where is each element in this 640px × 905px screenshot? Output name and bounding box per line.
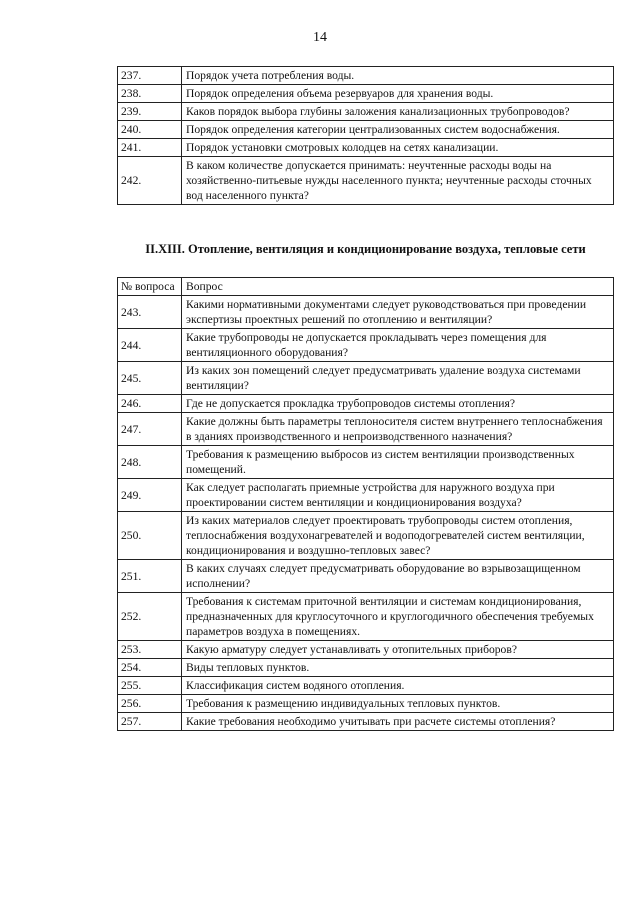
question-text: Какими нормативными документами следует руководствоваться при проведении экспертизы проектных решений по отоплению и вентиляции?: [182, 296, 614, 329]
question-text: Где не допускается прокладка трубопроводов системы отопления?: [182, 395, 614, 413]
question-text: Требования к размещению индивидуальных тепловых пунктов.: [182, 695, 614, 713]
question-number: 245.: [118, 362, 182, 395]
table-row: [118, 362, 614, 395]
question-text: Какую арматуру следует устанавливать у отопительных приборов?: [182, 641, 614, 659]
header-number: № вопроса: [118, 278, 182, 296]
question-number: 239.: [118, 103, 182, 121]
table-row: [118, 395, 614, 413]
table-row: [118, 157, 614, 205]
question-text: Порядок определения категории централизованных систем водоснабжения.: [182, 121, 614, 139]
question-number: 248.: [118, 446, 182, 479]
question-number: 250.: [118, 512, 182, 560]
question-number: 253.: [118, 641, 182, 659]
question-number: 251.: [118, 560, 182, 593]
table-row: [118, 446, 614, 479]
question-number: 243.: [118, 296, 182, 329]
question-text: Порядок определения объема резервуаров для хранения воды.: [182, 85, 614, 103]
question-text: Требования к размещению выбросов из систем вентиляции производственных помещений.: [182, 446, 614, 479]
table-row: [118, 329, 614, 362]
question-text: Какие должны быть параметры теплоносителя систем внутреннего теплоснабжения в зданиях производственного и непроизводственного назначения?: [182, 413, 614, 446]
question-number: 249.: [118, 479, 182, 512]
question-number: 246.: [118, 395, 182, 413]
table-row: [118, 677, 614, 695]
table-row: [118, 413, 614, 446]
question-number: 254.: [118, 659, 182, 677]
table-row: [118, 659, 614, 677]
question-number: 241.: [118, 139, 182, 157]
page-number: 14: [313, 30, 327, 45]
question-number: 252.: [118, 593, 182, 641]
question-number: 242.: [118, 157, 182, 205]
question-text: Как следует располагать приемные устройства для наружного воздуха при проектировании систем вентиляции и кондиционирования воздуха?: [182, 479, 614, 512]
question-number: 240.: [118, 121, 182, 139]
question-number: 244.: [118, 329, 182, 362]
question-number: 257.: [118, 713, 182, 731]
question-text: Какие требования необходимо учитывать при расчете системы отопления?: [182, 713, 614, 731]
question-text: Порядок учета потребления воды.: [182, 67, 614, 85]
table-row: [118, 139, 614, 157]
table-row: [118, 713, 614, 731]
table-row: [118, 296, 614, 329]
question-text: Из каких зон помещений следует предусматривать удаление воздуха системами вентиляции?: [182, 362, 614, 395]
question-number: 247.: [118, 413, 182, 446]
header-question: Вопрос: [182, 278, 614, 296]
table-row: [118, 103, 614, 121]
table-row: [118, 641, 614, 659]
question-number: 238.: [118, 85, 182, 103]
table-row: [118, 695, 614, 713]
question-text: Порядок установки смотровых колодцев на сетях канализации.: [182, 139, 614, 157]
table-row: [118, 85, 614, 103]
table-row: [118, 67, 614, 85]
question-text: Классификация систем водяного отопления.: [182, 677, 614, 695]
question-text: Какие трубопроводы не допускается прокладывать через помещения для вентиляционного оборудования?: [182, 329, 614, 362]
table-header-row: [118, 278, 614, 296]
question-text: Каков порядок выбора глубины заложения канализационных трубопроводов?: [182, 103, 614, 121]
question-text: В каком количестве допускается принимать: неучтенные расходы воды на хозяйственно-питьевые нужды населенного пункта; неучтенные расходы сточных вод населенного пункта?: [182, 157, 614, 205]
questions-table-heating: [117, 277, 614, 731]
question-text: В каких случаях следует предусматривать оборудование во взрывозащищенном исполнении?: [182, 560, 614, 593]
table-row: [118, 512, 614, 560]
question-text: Требования к системам приточной вентиляции и системам кондиционирования, предназначенных для круглосуточного и круглогодичного обеспечения требуемых параметров воздуха в помещениях.: [182, 593, 614, 641]
questions-table-continued: [117, 66, 614, 205]
question-number: 237.: [118, 67, 182, 85]
table-row: [118, 479, 614, 512]
question-number: 255.: [118, 677, 182, 695]
table-row: [118, 121, 614, 139]
table-row: [118, 593, 614, 641]
question-text: Из каких материалов следует проектировать трубопроводы систем отопления, теплоснабжения воздухонагревателей и водоподогревателей систем вентиляции, кондиционирования и воздушно-тепловых завес?: [182, 512, 614, 560]
question-number: 256.: [118, 695, 182, 713]
section-heading: II.XIII. Отопление, вентиляция и кондиционирование воздуха, тепловые сети: [145, 242, 586, 256]
question-text: Виды тепловых пунктов.: [182, 659, 614, 677]
table-row: [118, 560, 614, 593]
